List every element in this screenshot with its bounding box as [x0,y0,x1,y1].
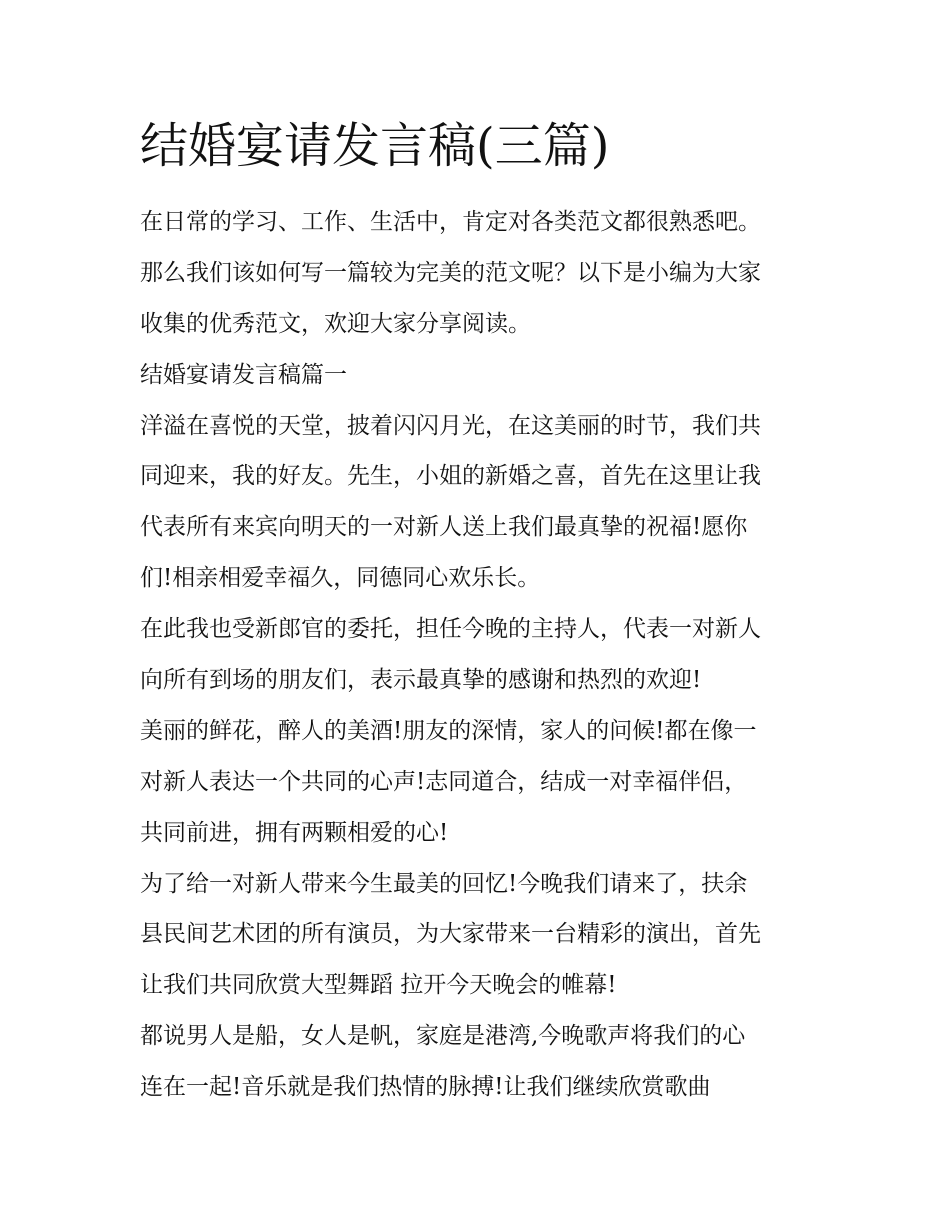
document-title: 结婚宴请发言稿(三篇) [140,118,610,174]
text-line: 都说男人是船，女人是帆，家庭是港湾,今晚歌声将我们的心 [140,1023,746,1050]
text-line: 共同前进，拥有两颗相爱的心! [140,819,449,846]
text-line: 收集的优秀范文，欢迎大家分享阅读。 [140,310,531,337]
text-line: 同迎来，我的好友。先生，小姐的新婚之喜，首先在这里让我 [140,463,761,490]
text-line: 洋溢在喜悦的天堂，披着闪闪月光，在这美丽的时节，我们共 [140,412,761,439]
text-line: 们!相亲相爱幸福久，同德同心欢乐长。 [140,565,541,592]
text-line: 那么我们该如何写一篇较为完美的范文呢？以下是小编为大家 [140,259,761,286]
text-line: 向所有到场的朋友们，表示最真挚的感谢和热烈的欢迎! [140,667,702,694]
text-line: 让我们共同欣赏大型舞蹈 拉开今天晚会的帷幕! [140,972,617,999]
text-line: 连在一起!音乐就是我们热情的脉搏!让我们继续欣赏歌曲 [140,1074,711,1101]
text-line: 代表所有来宾向明天的一对新人送上我们最真挚的祝福!愿你 [140,514,748,541]
text-line: 为了给一对新人带来今生最美的回忆!今晚我们请来了，扶余 [140,870,748,897]
text-line: 在此我也受新郎官的委托，担任今晚的主持人，代表一对新人 [140,616,761,643]
text-line: 在日常的学习、工作、生活中，肯定对各类范文都很熟悉吧。 [140,209,761,235]
text-line: 美丽的鲜花，醉人的美酒!朋友的深情，家人的问候!都在像一 [140,717,757,744]
text-line: 县民间艺术团的所有演员，为大家带来一台精彩的演出，首先 [140,921,761,948]
document-body [140,197,830,1113]
text-line: 对新人表达一个共同的心声!志同道合，结成一对幸福伴侣， [140,768,748,795]
section-heading: 结婚宴请发言稿篇一 [140,361,347,388]
